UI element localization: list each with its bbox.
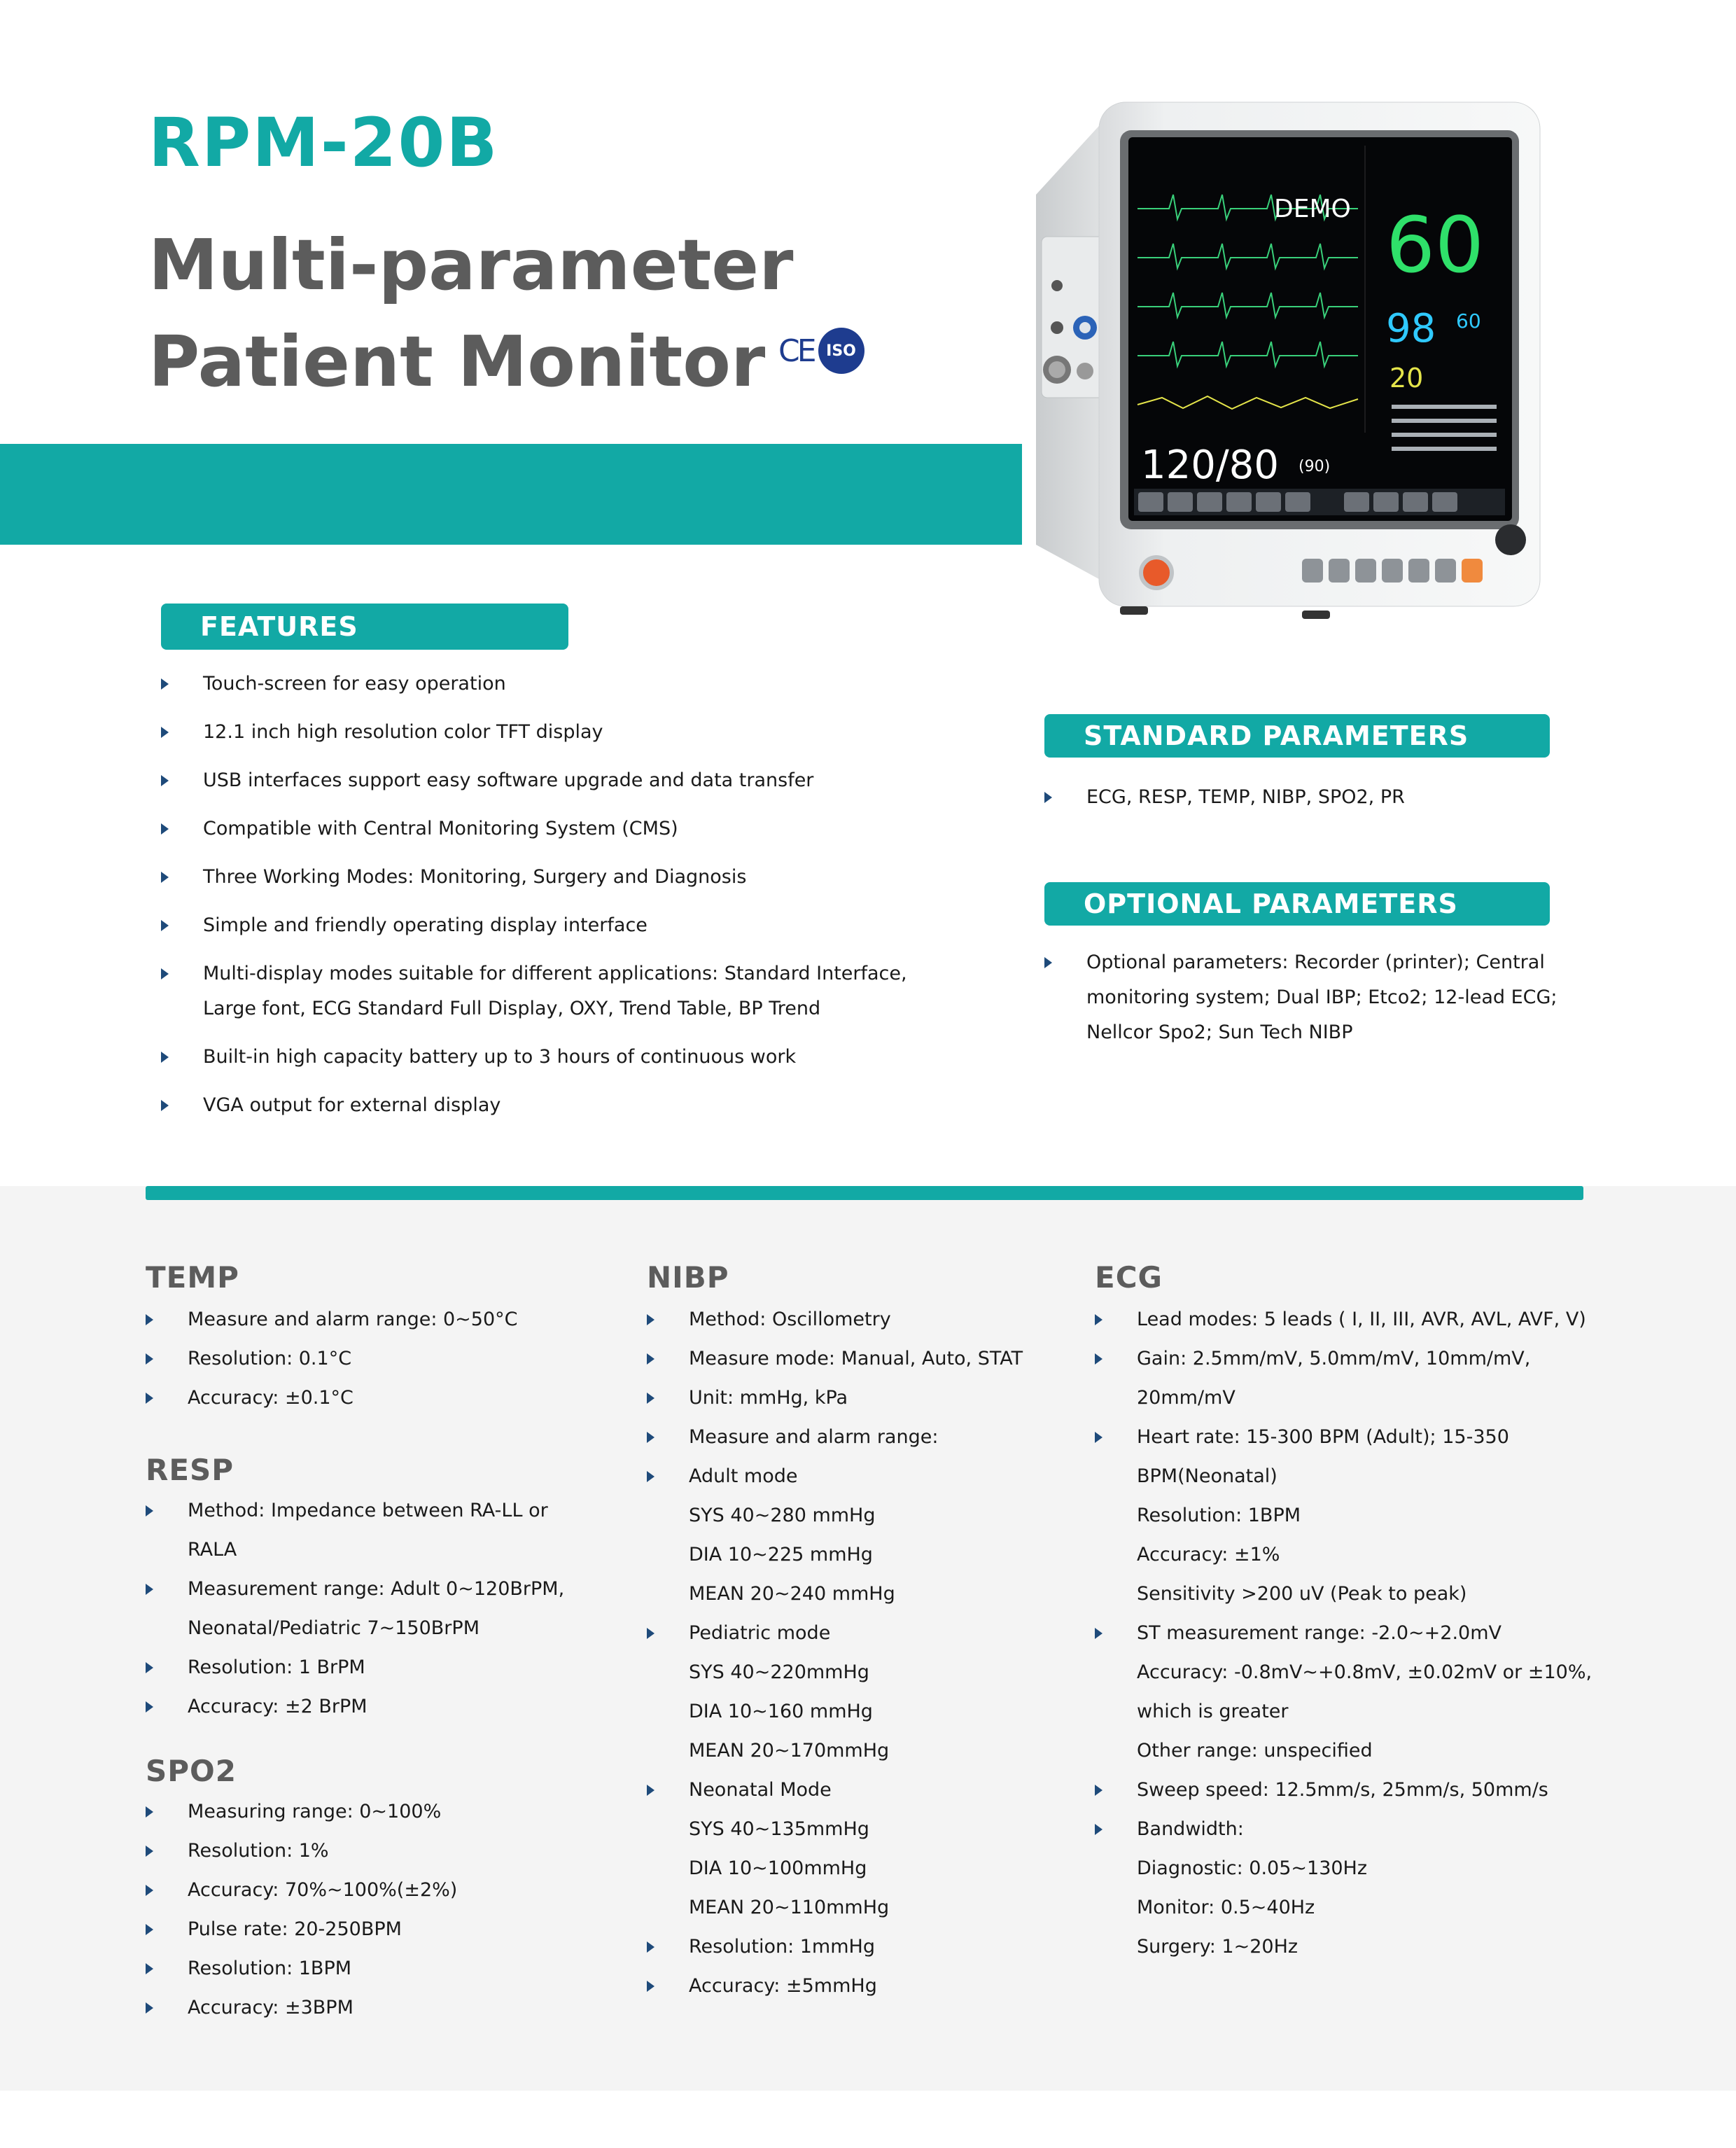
- ecg-spec-item: [1095, 1537, 1599, 1572]
- nibp-spec-text: MEAN 20~170mmHg: [689, 1740, 890, 1762]
- optional-parameters-list: [1044, 945, 1576, 1050]
- nibp-spec-item: [647, 1381, 1095, 1416]
- resp-spec-item: [146, 1533, 636, 1568]
- nibp-spec-text: Pediatric mode: [689, 1622, 831, 1644]
- bullet-arrow-icon: [1044, 957, 1052, 968]
- nibp-spec-text: SYS 40~220mmHg: [689, 1661, 869, 1683]
- nibp-spec-text: Measure mode: Manual, Auto, STAT: [689, 1348, 1023, 1369]
- ecg-spec-item: [1095, 1851, 1599, 1886]
- ecg-spec-item: [1095, 1381, 1599, 1416]
- bullet-arrow-icon: [647, 1981, 654, 1992]
- nibp-spec-text: Unit: mmHg, kPa: [689, 1387, 848, 1409]
- feature-item: [161, 811, 959, 846]
- feature-text: Three Working Modes: Monitoring, Surgery and Diagnosis: [203, 866, 747, 888]
- feature-text: Simple and friendly operating display interface: [203, 914, 648, 936]
- resp-spec-text: Method: Impedance between RA-LL or: [188, 1500, 548, 1521]
- resp-spec-item: [146, 1493, 636, 1528]
- resp-spec-text: Accuracy: ±2 BrPM: [188, 1696, 368, 1717]
- bullet-arrow-icon: [161, 872, 169, 883]
- standard-parameters-text: ECG, RESP, TEMP, NIBP, SPO2, PR: [1086, 786, 1405, 808]
- feature-text: Touch-screen for easy operation: [203, 673, 506, 695]
- bullet-arrow-icon: [161, 775, 169, 786]
- optional-parameters-line: Optional parameters: Recorder (printer); Central: [1086, 951, 1545, 973]
- optional-parameters-line: monitoring system; Dual IBP; Etco2; 12-lead ECG;: [1086, 986, 1558, 1008]
- bullet-arrow-icon: [161, 678, 169, 690]
- resp-spec-text: RALA: [188, 1539, 237, 1561]
- spo2-spec-item: [146, 1990, 636, 2025]
- list-item: [1044, 945, 1576, 1050]
- spo2-spec-item: [146, 1794, 636, 1829]
- bullet-arrow-icon: [1095, 1432, 1102, 1443]
- model-name: RPM-20B: [148, 104, 499, 182]
- screen-nibp-value: 120/80: [1141, 442, 1280, 488]
- list-item: [1044, 780, 1576, 815]
- resp-spec-text: Neonatal/Pediatric 7~150BrPM: [188, 1617, 479, 1639]
- standard-parameters-heading: STANDARD PARAMETERS: [1044, 714, 1550, 758]
- ecg-spec-item: [1095, 1459, 1599, 1494]
- bullet-arrow-icon: [1095, 1628, 1102, 1639]
- patient-monitor-image: [1008, 97, 1547, 629]
- resp-spec-item: [146, 1689, 636, 1724]
- ecg-spec-text: Bandwidth:: [1137, 1818, 1244, 1840]
- nibp-spec-item: [647, 1577, 1095, 1612]
- ecg-spec-item: [1095, 1616, 1599, 1651]
- product-title-line-2: Patient Monitor: [148, 321, 766, 403]
- bullet-arrow-icon: [146, 1924, 153, 1935]
- temp-spec-text: Resolution: 0.1°C: [188, 1348, 352, 1369]
- ecg-spec-text: Resolution: 1BPM: [1137, 1505, 1301, 1526]
- bullet-arrow-icon: [146, 1314, 153, 1325]
- feature-item: [161, 860, 959, 895]
- bullet-arrow-icon: [647, 1941, 654, 1953]
- spo2-heading: SPO2: [146, 1754, 237, 1788]
- nibp-spec-list: [647, 1302, 1095, 2008]
- feature-text: USB interfaces support easy software upgrade and data transfer: [203, 769, 814, 791]
- screen-pr-value: 60: [1456, 309, 1481, 333]
- nibp-spec-text: SYS 40~280 mmHg: [689, 1505, 876, 1526]
- ecg-spec-text: Accuracy: ±1%: [1137, 1544, 1280, 1565]
- optional-parameters-line: Nellcor Spo2; Sun Tech NIBP: [1086, 1021, 1353, 1043]
- ecg-spec-item: [1095, 1773, 1599, 1808]
- feature-item: [161, 1040, 959, 1075]
- spo2-spec-item: [146, 1951, 636, 1986]
- ecg-spec-text: Surgery: 1~20Hz: [1137, 1936, 1298, 1958]
- feature-text: 12.1 inch high resolution color TFT display: [203, 721, 603, 743]
- ecg-spec-text: BPM(Neonatal): [1137, 1465, 1278, 1487]
- bullet-arrow-icon: [161, 968, 169, 979]
- ecg-spec-text: ST measurement range: -2.0~+2.0mV: [1137, 1622, 1502, 1644]
- spo2-spec-text: Resolution: 1%: [188, 1840, 329, 1862]
- bullet-arrow-icon: [647, 1785, 654, 1796]
- ecg-spec-text: 20mm/mV: [1137, 1387, 1236, 1409]
- temp-spec-text: Measure and alarm range: 0~50°C: [188, 1309, 518, 1330]
- nibp-spec-item: [647, 1459, 1095, 1494]
- ecg-spec-item: [1095, 1694, 1599, 1729]
- bullet-arrow-icon: [146, 1353, 153, 1365]
- nibp-spec-text: SYS 40~135mmHg: [689, 1818, 869, 1840]
- ecg-spec-text: Accuracy: -0.8mV~+0.8mV, ±0.02mV or ±10%,: [1137, 1661, 1592, 1683]
- optional-parameters-heading: OPTIONAL PARAMETERS: [1044, 882, 1550, 926]
- nibp-spec-text: Measure and alarm range:: [689, 1426, 939, 1448]
- bullet-arrow-icon: [647, 1432, 654, 1443]
- bullet-arrow-icon: [146, 1662, 153, 1673]
- bullet-arrow-icon: [146, 1505, 153, 1516]
- nibp-spec-text: MEAN 20~110mmHg: [689, 1897, 890, 1918]
- temp-spec-item: [146, 1381, 636, 1416]
- spo2-spec-item: [146, 1912, 636, 1947]
- nibp-spec-item: [647, 1498, 1095, 1533]
- spo2-spec-item: [146, 1834, 636, 1869]
- ecg-spec-item: [1095, 1341, 1599, 1376]
- temp-spec-item: [146, 1341, 636, 1376]
- nibp-spec-item: [647, 1655, 1095, 1690]
- nibp-spec-item: [647, 1812, 1095, 1847]
- ecg-spec-text: Diagnostic: 0.05~130Hz: [1137, 1857, 1368, 1879]
- ecg-spec-item: [1095, 1890, 1599, 1925]
- bullet-arrow-icon: [161, 1100, 169, 1111]
- feature-text: Multi-display modes suitable for different applications: Standard Interface,: [203, 963, 907, 984]
- temp-spec-item: [146, 1302, 636, 1337]
- screen-nibp-mean: (90): [1298, 458, 1331, 475]
- screen-spo2-value: 98: [1386, 306, 1436, 351]
- features-heading: FEATURES: [161, 604, 568, 650]
- resp-spec-text: Resolution: 1 BrPM: [188, 1657, 365, 1678]
- ecg-spec-item: [1095, 1420, 1599, 1455]
- resp-spec-item: [146, 1650, 636, 1685]
- feature-item: [161, 956, 959, 1026]
- spo2-spec-text: Accuracy: 70%~100%(±2%): [188, 1879, 458, 1901]
- standard-parameters-list: [1044, 780, 1576, 815]
- bullet-arrow-icon: [161, 823, 169, 835]
- spo2-spec-text: Accuracy: ±3BPM: [188, 1997, 354, 2018]
- feature-item: [161, 715, 959, 750]
- nibp-spec-text: DIA 10~225 mmHg: [689, 1544, 873, 1565]
- bullet-arrow-icon: [146, 1885, 153, 1896]
- ecg-spec-item: [1095, 1302, 1599, 1337]
- bullet-arrow-icon: [146, 1846, 153, 1857]
- ecg-spec-text: Sensitivity >200 uV (Peak to peak): [1137, 1583, 1467, 1605]
- nibp-spec-item: [647, 1851, 1095, 1886]
- ecg-spec-text: Heart rate: 15-300 BPM (Adult); 15-350: [1137, 1426, 1509, 1448]
- nibp-spec-text: MEAN 20~240 mmHg: [689, 1583, 895, 1605]
- feature-text: Compatible with Central Monitoring System (CMS): [203, 818, 678, 839]
- product-title: [148, 217, 793, 410]
- bullet-arrow-icon: [647, 1393, 654, 1404]
- nibp-spec-item: [647, 1694, 1095, 1729]
- nibp-spec-item: [647, 1773, 1095, 1808]
- nibp-spec-item: [647, 1734, 1095, 1769]
- ecg-spec-list: [1095, 1302, 1599, 1969]
- ecg-spec-item: [1095, 1812, 1599, 1847]
- bullet-arrow-icon: [161, 920, 169, 931]
- features-list: [161, 667, 959, 1136]
- temp-heading: TEMP: [146, 1260, 239, 1295]
- spo2-spec-item: [146, 1873, 636, 1908]
- feature-text: Large font, ECG Standard Full Display, OXY, Trend Table, BP Trend: [203, 998, 821, 1019]
- bullet-arrow-icon: [1044, 792, 1052, 803]
- nibp-spec-text: Resolution: 1mmHg: [689, 1936, 875, 1958]
- screen-resp-value: 20: [1390, 363, 1424, 393]
- spo2-spec-text: Resolution: 1BPM: [188, 1958, 352, 1979]
- bullet-arrow-icon: [146, 1701, 153, 1713]
- product-title-line-1: Multi-parameter: [148, 224, 794, 306]
- ecg-spec-text: Gain: 2.5mm/mV, 5.0mm/mV, 10mm/mV,: [1137, 1348, 1531, 1369]
- screen-hr-value: 60: [1386, 200, 1484, 290]
- spo2-spec-list: [146, 1794, 636, 2030]
- bullet-arrow-icon: [647, 1471, 654, 1482]
- temp-spec-text: Accuracy: ±0.1°C: [188, 1387, 354, 1409]
- nibp-spec-item: [647, 1420, 1095, 1455]
- bullet-arrow-icon: [1095, 1824, 1102, 1835]
- nibp-heading: NIBP: [647, 1260, 729, 1295]
- ce-mark-icon: CE: [778, 333, 814, 369]
- bullet-arrow-icon: [647, 1628, 654, 1639]
- bullet-arrow-icon: [146, 1806, 153, 1818]
- screen-demo-label: DEMO: [1274, 195, 1351, 223]
- nibp-spec-text: Neonatal Mode: [689, 1779, 832, 1801]
- bullet-arrow-icon: [1095, 1785, 1102, 1796]
- feature-item: [161, 1088, 959, 1123]
- ecg-heading: ECG: [1095, 1260, 1163, 1295]
- bullet-arrow-icon: [146, 1393, 153, 1404]
- header-accent-band: [0, 444, 1022, 545]
- bullet-arrow-icon: [161, 1052, 169, 1063]
- nibp-spec-item: [647, 1890, 1095, 1925]
- bullet-arrow-icon: [161, 727, 169, 738]
- nibp-spec-text: DIA 10~160 mmHg: [689, 1701, 873, 1722]
- nibp-spec-item: [647, 1930, 1095, 1965]
- section-divider: [146, 1186, 1583, 1200]
- nibp-spec-text: Adult mode: [689, 1465, 798, 1487]
- nibp-spec-text: Accuracy: ±5mmHg: [689, 1975, 877, 1997]
- bullet-arrow-icon: [647, 1353, 654, 1365]
- feature-item: [161, 763, 959, 798]
- feature-text: Built-in high capacity battery up to 3 hours of continuous work: [203, 1046, 797, 1068]
- ecg-spec-text: Sweep speed: 12.5mm/s, 25mm/s, 50mm/s: [1137, 1779, 1548, 1801]
- nibp-spec-item: [647, 1537, 1095, 1572]
- ecg-spec-item: [1095, 1577, 1599, 1612]
- feature-item: [161, 908, 959, 943]
- resp-spec-list: [146, 1493, 636, 1729]
- ecg-spec-text: Lead modes: 5 leads ( I, II, III, AVR, AVL, AVF, V): [1137, 1309, 1586, 1330]
- resp-heading: RESP: [146, 1453, 234, 1487]
- ecg-spec-text: Monitor: 0.5~40Hz: [1137, 1897, 1315, 1918]
- spo2-spec-text: Pulse rate: 20-250BPM: [188, 1918, 402, 1940]
- ecg-spec-text: which is greater: [1137, 1701, 1289, 1722]
- ecg-spec-item: [1095, 1498, 1599, 1533]
- nibp-spec-item: [647, 1341, 1095, 1376]
- nibp-spec-item: [647, 1616, 1095, 1651]
- resp-spec-item: [146, 1572, 636, 1607]
- bullet-arrow-icon: [1095, 1314, 1102, 1325]
- certification-marks: [778, 328, 864, 374]
- nibp-spec-item: [647, 1302, 1095, 1337]
- ecg-spec-item: [1095, 1930, 1599, 1965]
- bullet-arrow-icon: [146, 1963, 153, 1974]
- nibp-spec-item: [647, 1969, 1095, 2004]
- ecg-spec-text: Other range: unspecified: [1137, 1740, 1373, 1762]
- bullet-arrow-icon: [146, 1584, 153, 1595]
- resp-spec-item: [146, 1611, 636, 1646]
- iso-mark-icon: ISO: [818, 328, 864, 374]
- bullet-arrow-icon: [146, 2002, 153, 2014]
- bullet-arrow-icon: [1095, 1353, 1102, 1365]
- ecg-spec-item: [1095, 1655, 1599, 1690]
- spo2-spec-text: Measuring range: 0~100%: [188, 1801, 442, 1822]
- bullet-arrow-icon: [647, 1314, 654, 1325]
- temp-spec-list: [146, 1302, 636, 1420]
- resp-spec-text: Measurement range: Adult 0~120BrPM,: [188, 1578, 565, 1600]
- nibp-spec-text: Method: Oscillometry: [689, 1309, 891, 1330]
- ecg-spec-item: [1095, 1734, 1599, 1769]
- nibp-spec-text: DIA 10~100mmHg: [689, 1857, 867, 1879]
- feature-text: VGA output for external display: [203, 1094, 501, 1116]
- feature-item: [161, 667, 959, 702]
